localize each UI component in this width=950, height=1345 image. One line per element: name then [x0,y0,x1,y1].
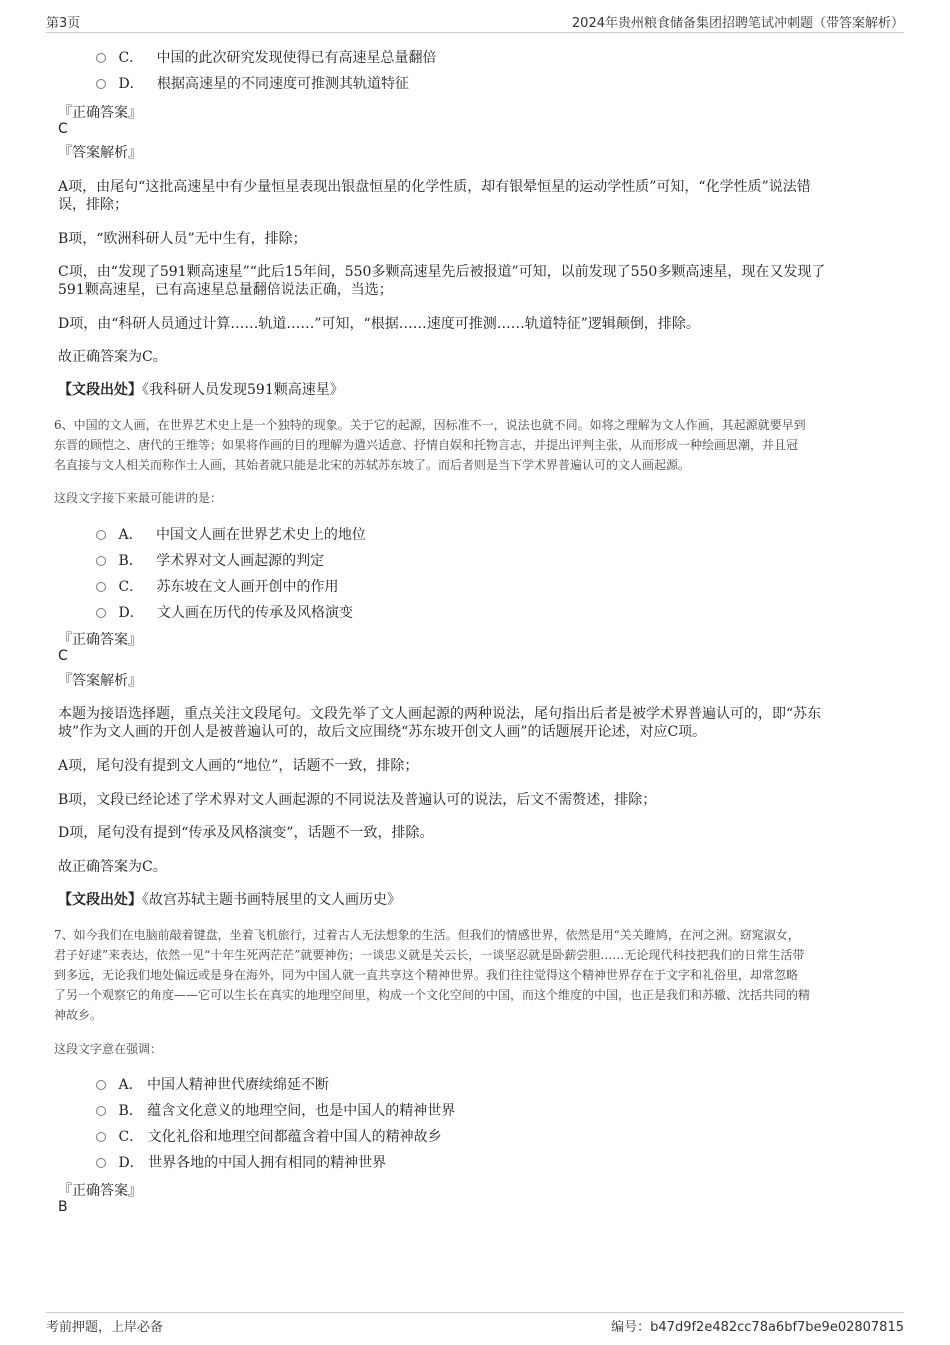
q6-option-a[interactable] [96,524,366,544]
page-number: 第3页 [46,16,81,31]
q5-analysis-line: 误，排除； [58,197,128,213]
document-title: 2024年贵州粮食储备集团招聘笔试冲刺题（带答案解析） [571,16,904,31]
page-footer [46,1312,904,1335]
q7-question: 这段文字意在强调： [54,1042,163,1056]
q5-option-c[interactable] [96,47,437,67]
footer-slogan: 考前押题，上岸必备 [46,1320,164,1335]
q6-analysis-line: D项，尾句没有提到“传承及风格演变”，话题不一致，排除。 [58,825,434,841]
option-text: 学术界对文人画起源的判定 [156,553,325,569]
option-label: C． [118,579,144,595]
q6-analysis-line: A项，尾句没有提到文人画的“地位”，话题不一致，排除； [58,758,419,774]
q7-option-b[interactable] [96,1100,455,1120]
q6-passage-line: 东晋的顾恺之、唐代的王维等；如果将作画的目的理解为遣兴适意、抒情自娱和托物言志，并提出评判主张，从而形成一种绘画思潮，并且冠 [54,438,799,452]
radio-icon[interactable] [96,582,106,592]
radio-icon[interactable] [96,53,106,63]
q7-option-c[interactable] [96,1126,442,1146]
radio-icon[interactable] [96,1080,106,1090]
q7-passage-line: 君子好逑”来表达，依然一见“十年生死两茫茫”就要神伤；一谈忠义就是关云长，一谈坚忍就是卧薪尝胆……无论现代科技把我们的日常生活带 [54,948,805,962]
option-text: 中国人精神世代赓续绵延不断 [147,1077,330,1093]
q5-option-d[interactable] [96,73,409,93]
q5-analysis-line: D项，由“科研人员通过计算……轨道……”可知，“根据……速度可推测……轨道特征”逻辑颠倒，排除。 [58,316,700,332]
q7-passage-line: 了另一个观察它的角度——它可以生长在真实的地理空间里，构成一个文化空间的中国，而这个维度的中国，也正是我们和苏辙、沈括共同的精 [54,988,811,1002]
q6-answer: C [58,648,68,664]
q6-passage-line: 6、中国的文人画，在世界艺术史上是一个独特的现象。关于它的起源，因标准不一，说法也就不同。如将之理解为文人作画，其起源就要早到 [54,418,806,432]
q5-analysis-line: C项，由“发现了591颗高速星”“此后15年间，550多颗高速星先后被报道”可知，以前发现了550多颗高速星，现在又发现了 [58,264,826,280]
q5-analysis-heading: 『答案解析』 [58,145,142,161]
option-label: B． [118,1103,143,1119]
source-label: 【文段出处】 [58,892,142,908]
option-label: D． [118,1155,144,1171]
radio-icon[interactable] [96,1106,106,1116]
option-label: C． [118,50,144,66]
document-code: 编号：b47d9f2e482cc78a6bf7be9e02807815 [611,1320,904,1335]
q5-analysis-line: 591颗高速星，已有高速星总量翻倍说法正确，当选； [58,282,393,298]
page-header [46,12,904,33]
q6-source [58,889,401,909]
option-label: A． [118,1077,143,1093]
option-label: D． [118,76,144,92]
radio-icon[interactable] [96,556,106,566]
radio-icon[interactable] [96,1132,106,1142]
q5-source [58,379,344,399]
radio-icon[interactable] [96,1158,106,1168]
q7-passage-line: 到多远，无论我们地处偏远或是身在海外，同为中国人就一直共享这个精神世界。我们往往觉得这个精神世界存在于文字和礼俗里，却常忽略 [54,968,799,982]
option-text: 世界各地的中国人拥有相同的精神世界 [148,1155,387,1171]
q5-answer: C [58,121,68,137]
q7-option-d[interactable] [96,1152,386,1172]
q6-option-d[interactable] [96,602,353,622]
option-label: A． [118,527,143,543]
q6-analysis-line: 本题为接语选择题，重点关注文段尾句。文段先举了文人画起源的两种说法，尾句指出后者是被学术界普遍认可的，即“苏东 [58,706,822,722]
q6-option-c[interactable] [96,576,339,596]
option-text: 文化礼俗和地理空间都蕴含着中国人的精神故乡 [147,1129,442,1145]
source-label: 【文段出处】 [58,382,142,398]
option-label: D． [118,605,144,621]
q6-analysis-line: B项，文段已经论述了学术界对文人画起源的不同说法及普遍认可的说法，后文不需赘述，排除； [58,792,657,808]
option-text: 文人画在历代的传承及风格演变 [157,605,354,621]
q6-analysis-line: 坡”作为文人画的开创人是被普遍认可的，故后文应围绕“苏东坡开创文人画”的话题展开论述，对应C项。 [58,724,707,740]
q6-passage-line: 名直接与文人相关而称作士人画，其始者就只能是北宋的苏轼苏东坡了。而后者则是当下学术界普遍认可的文人画起源。 [54,458,691,472]
q6-analysis-heading: 『答案解析』 [58,673,142,689]
option-text: 苏东坡在文人画开创中的作用 [156,579,339,595]
radio-icon[interactable] [96,79,106,89]
q5-analysis-line: B项，“欧洲科研人员”无中生有，排除； [58,231,307,247]
option-text: 蕴含文化意义的地理空间，也是中国人的精神世界 [147,1103,456,1119]
q6-conclusion: 故正确答案为C。 [58,859,167,875]
option-label: C． [118,1129,144,1145]
q5-answer-heading: 『正确答案』 [58,105,142,121]
radio-icon[interactable] [96,608,106,618]
q7-answer-heading: 『正确答案』 [58,1183,142,1199]
q7-passage-line: 神故乡。 [54,1008,103,1022]
option-text: 中国文人画在世界艺术史上的地位 [155,527,366,543]
option-label: B． [118,553,143,569]
q7-passage-line: 7、如今我们在电脑前敲着键盘，坐着飞机旅行，过着古人无法想象的生活。但我们的情感世界，依然是用“关关雎鸠，在河之洲。窈窕淑女， [54,928,800,942]
q7-answer: B [58,1199,68,1215]
q5-conclusion: 故正确答案为C。 [58,349,167,365]
q6-question: 这段文字接下来最可能讲的是： [54,491,223,505]
radio-icon[interactable] [96,530,106,540]
source-title: 《我科研人员发现591颗高速星》 [142,382,344,398]
q5-analysis-line: A项，由尾句“这批高速星中有少量恒星表现出银盘恒星的化学性质，却有银晕恒星的运动学性质”可知，“化学性质”说法错 [58,179,811,195]
q7-option-a[interactable] [96,1074,329,1094]
option-text: 根据高速星的不同速度可推测其轨道特征 [157,76,410,92]
q6-answer-heading: 『正确答案』 [58,632,142,648]
q6-option-b[interactable] [96,550,324,570]
source-title: 《故宫苏轼主题书画特展里的文人画历史》 [142,892,401,908]
option-text: 中国的此次研究发现使得已有高速星总量翻倍 [156,50,437,66]
